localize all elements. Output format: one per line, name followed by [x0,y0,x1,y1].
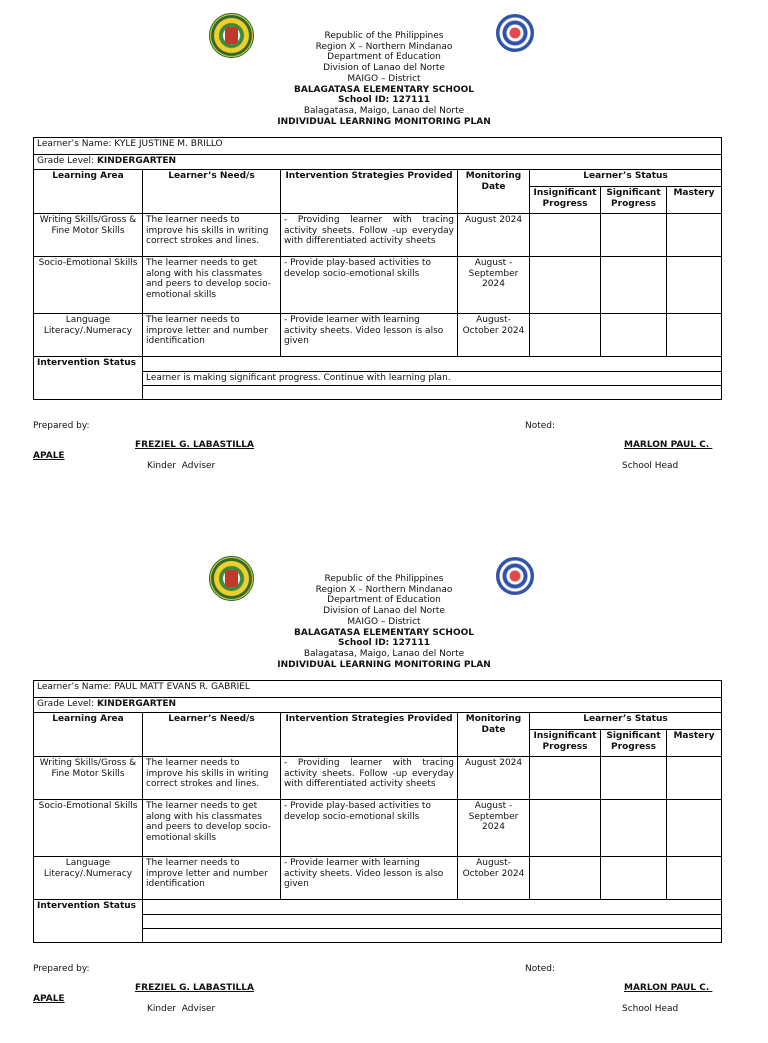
learning-area-cell: Writing Skills/Gross & Fine Motor Skills [34,757,143,800]
monitoring-table [33,680,722,943]
header-division: Division of Lanao del Norte [323,63,445,74]
header-department: Department of Education [327,595,441,606]
header-department: Department of Education [327,52,441,63]
grade-level-cell [34,155,722,170]
header-region: Region X – Northern Mindanao [315,41,453,52]
header-intervention-strategies: Intervention Strategies Provided [281,170,458,214]
prepared-by-label: Prepared by: [33,964,90,974]
school-head-name: MARLON PAUL C. [624,983,713,993]
school-head-title: School Head [622,461,679,471]
grade-level-value: KINDERGARTEN [96,156,177,166]
header-republic: Republic of the Philippines [324,31,444,41]
strategy-cell: - Providing learner with tracing activity sheets. Follow -up everyday with differentiated activity sheets [281,214,458,257]
learning-area-cell: Socio-Emotional Skills [34,257,143,314]
grade-level-label: Grade Level: [37,699,97,709]
learner-name-value: PAUL MATT EVANS R. GABRIEL [114,682,250,692]
header-monitoring-date: Monitoring Date [458,713,530,757]
significant-progress-cell[interactable] [601,800,667,857]
learner-name-value: KYLE JUSTINE M. BRILLO [114,139,223,149]
header-learner-needs: Learner’s Need/s [143,713,281,757]
insignificant-progress-cell[interactable] [530,214,601,257]
mastery-cell[interactable] [667,314,722,357]
strategy-cell: - Provide learner with learning activity sheets. Video lesson is also given [281,314,458,357]
monitoring-date-cell: August- October 2024 [458,314,530,357]
school-name: BALAGATASA ELEMENTARY SCHOOL [294,84,474,95]
learning-area-cell: Socio-Emotional Skills [34,800,143,857]
table-row [34,257,722,314]
monitoring-plan-form [0,0,768,500]
school-head-surname: APALE [33,994,65,1004]
monitoring-date-cell: August - September 2024 [458,257,530,314]
learning-area-cell: Language Literacy/.Numeracy [34,314,143,357]
monitoring-date-cell: August 2024 [458,214,530,257]
noted-label: Noted: [525,964,556,974]
header-insignificant-progress: Insignificant Progress [530,187,601,214]
grade-level-cell [34,698,722,713]
adviser-name: FREZIEL G. LABASTILLA [135,983,254,993]
learner-name-label: Learner’s Name: [37,682,115,692]
learner-needs-cell: The learner needs to improve letter and number identification [143,314,281,357]
insignificant-progress-cell[interactable] [530,857,601,900]
intervention-status-line-3[interactable] [143,386,722,400]
header-region: Region X – Northern Mindanao [315,584,453,595]
learner-needs-cell: The learner needs to get along with his classmates and peers to develop socio-emotional skills [143,257,281,314]
adviser-name: FREZIEL G. LABASTILLA [135,440,254,450]
strategy-cell: - Provide learner with learning activity sheets. Video lesson is also given [281,857,458,900]
learner-needs-cell: The learner needs to get along with his classmates and peers to develop socio-emotional skills [143,800,281,857]
mastery-cell[interactable] [667,257,722,314]
significant-progress-cell[interactable] [601,214,667,257]
letterhead [0,574,768,670]
mastery-cell[interactable] [667,857,722,900]
header-learning-area: Learning Area [34,170,143,214]
intervention-status-remark[interactable]: Learner is making significant progress. Continue with learning plan. [143,372,722,386]
insignificant-progress-cell[interactable] [530,314,601,357]
school-address: Balagatasa, Maigo, Lanao del Norte [303,105,465,116]
table-row [34,800,722,857]
monitoring-date-cell: August- October 2024 [458,857,530,900]
intervention-status-label: Intervention Status [34,900,143,943]
intervention-status-label: Intervention Status [34,357,143,400]
header-insignificant-progress: Insignificant Progress [530,730,601,757]
intervention-status-line-3[interactable] [143,929,722,943]
insignificant-progress-cell[interactable] [530,800,601,857]
header-mastery: Mastery [667,730,722,757]
insignificant-progress-cell[interactable] [530,757,601,800]
significant-progress-cell[interactable] [601,857,667,900]
school-id: School ID: 127111 [338,638,430,649]
learner-needs-cell: The learner needs to improve his skills in writing correct strokes and lines. [143,214,281,257]
monitoring-plan-form [0,543,768,1043]
school-address: Balagatasa, Maigo, Lanao del Norte [303,648,465,659]
header-district: MAIGO – District [347,73,421,84]
header-significant-progress: Significant Progress [601,730,667,757]
header-district: MAIGO – District [347,616,421,627]
learner-name-label: Learner’s Name: [37,139,115,149]
document-title: INDIVIDUAL LEARNING MONITORING PLAN [277,659,491,670]
noted-label: Noted: [525,421,556,431]
learning-area-cell: Language Literacy/.Numeracy [34,857,143,900]
intervention-status-remark[interactable] [143,915,722,929]
table-row [34,214,722,257]
learning-area-cell: Writing Skills/Gross & Fine Motor Skills [34,214,143,257]
school-id: School ID: 127111 [338,95,430,106]
school-head-name: MARLON PAUL C. [624,440,713,450]
table-row [34,314,722,357]
header-mastery: Mastery [667,187,722,214]
monitoring-table [33,137,722,400]
learner-name-cell [34,681,722,698]
learner-needs-cell: The learner needs to improve letter and number identification [143,857,281,900]
learner-name-cell [34,138,722,155]
monitoring-date-cell: August - September 2024 [458,800,530,857]
table-row [34,857,722,900]
header-intervention-strategies: Intervention Strategies Provided [281,713,458,757]
header-learner-status: Learner’s Status [530,170,722,187]
table-row [34,757,722,800]
header-learner-status: Learner’s Status [530,713,722,730]
monitoring-date-cell: August 2024 [458,757,530,800]
mastery-cell[interactable] [667,800,722,857]
intervention-status-line-1[interactable] [143,357,722,372]
document-title: INDIVIDUAL LEARNING MONITORING PLAN [277,116,491,127]
prepared-by-label: Prepared by: [33,421,90,431]
strategy-cell: - Providing learner with tracing activity sheets. Follow -up everyday with differentiated activity sheets [281,757,458,800]
header-learning-area: Learning Area [34,713,143,757]
header-monitoring-date: Monitoring Date [458,170,530,214]
mastery-cell[interactable] [667,214,722,257]
grade-level-value: KINDERGARTEN [96,699,177,709]
header-republic: Republic of the Philippines [324,574,444,584]
significant-progress-cell[interactable] [601,257,667,314]
strategy-cell: - Provide play-based activities to develop socio-emotional skills [281,800,458,857]
school-head-surname: APALE [33,451,65,461]
school-name: BALAGATASA ELEMENTARY SCHOOL [294,627,474,638]
header-learner-needs: Learner’s Need/s [143,170,281,214]
header-significant-progress: Significant Progress [601,187,667,214]
grade-level-label: Grade Level: [37,156,97,166]
strategy-cell: - Provide play-based activities to develop socio-emotional skills [281,257,458,314]
letterhead [0,31,768,127]
adviser-title: Kinder Adviser [147,1004,216,1014]
header-division: Division of Lanao del Norte [323,606,445,617]
adviser-title: Kinder Adviser [147,461,216,471]
learner-needs-cell: The learner needs to improve his skills in writing correct strokes and lines. [143,757,281,800]
insignificant-progress-cell[interactable] [530,257,601,314]
mastery-cell[interactable] [667,757,722,800]
significant-progress-cell[interactable] [601,757,667,800]
intervention-status-line-1[interactable] [143,900,722,915]
school-head-title: School Head [622,1004,679,1014]
significant-progress-cell[interactable] [601,314,667,357]
